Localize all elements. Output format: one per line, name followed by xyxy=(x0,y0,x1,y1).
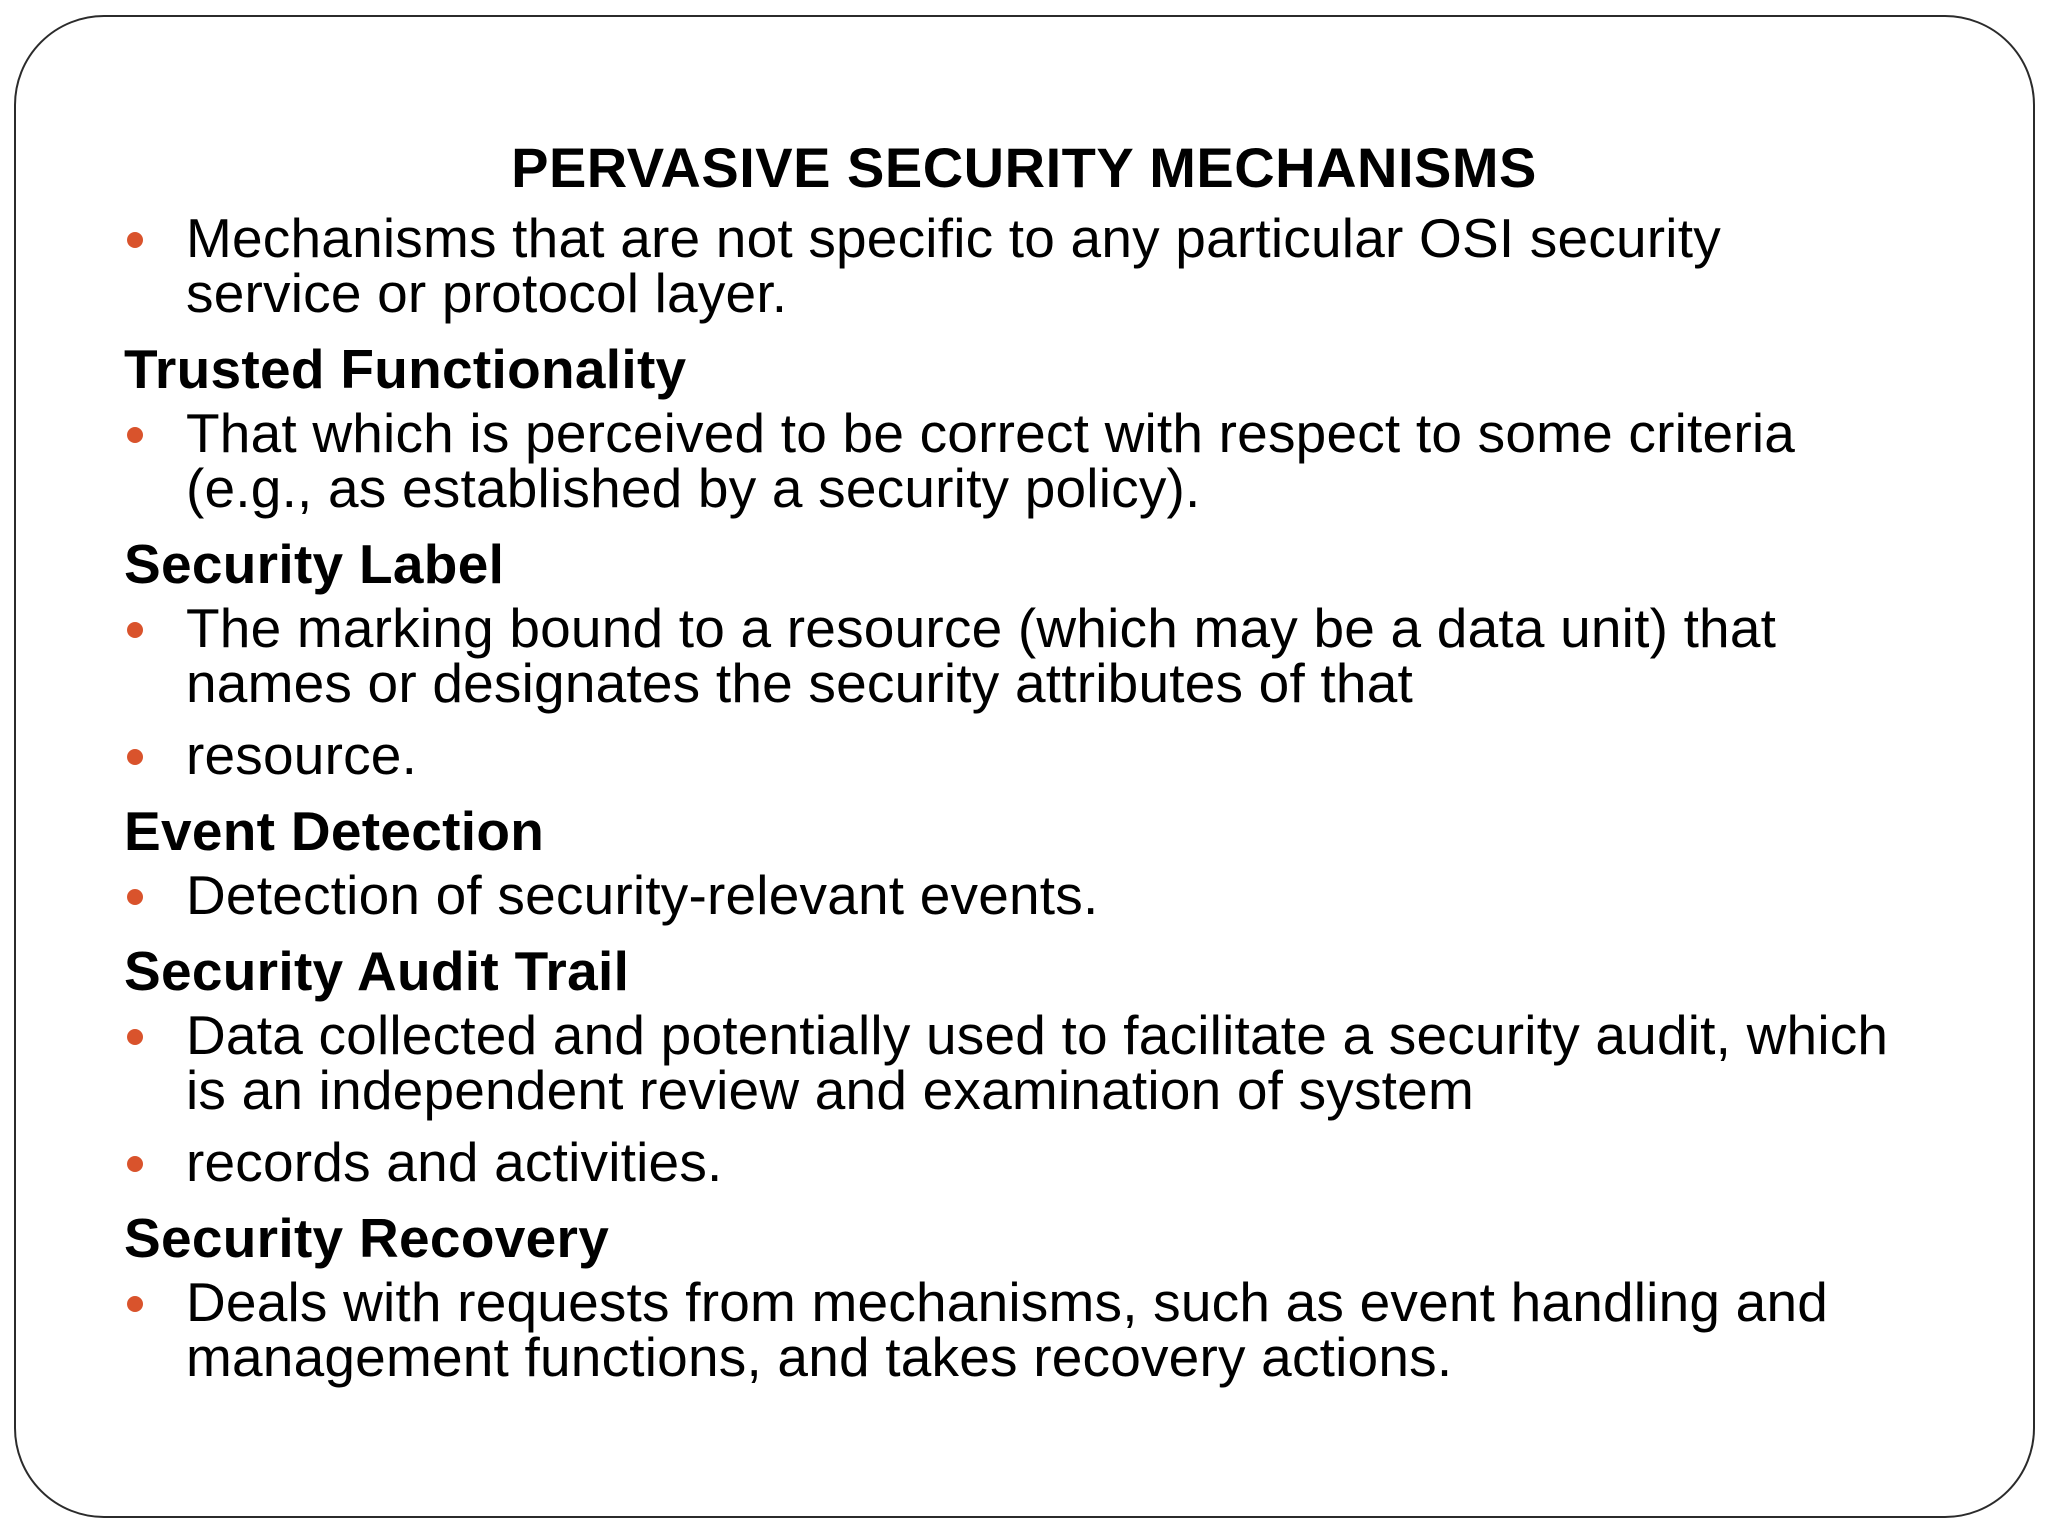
bullet-item xyxy=(124,1271,1904,1388)
bullet-dot-icon xyxy=(127,427,143,443)
bullet-item xyxy=(124,597,1904,714)
bullet-text: Mechanisms that are not specific to any particular OSI security service or protocol layer. xyxy=(186,207,1721,324)
bullet-dot-icon xyxy=(127,232,143,248)
section-heading-trusted-functionality: Trusted Functionality xyxy=(124,338,687,400)
section-heading-security-recovery: Security Recovery xyxy=(124,1207,610,1269)
bullet-dot-icon xyxy=(127,749,143,765)
slide-content xyxy=(124,207,1904,1402)
section-heading-event-detection: Event Detection xyxy=(124,800,545,862)
bullet-dot-icon xyxy=(127,622,143,638)
bullet-text: That which is perceived to be correct with respect to some criteria (e.g., as established by a security policy). xyxy=(186,402,1796,519)
bullet-dot-icon xyxy=(127,889,143,905)
slide-title: PERVASIVE SECURITY MECHANISMS xyxy=(511,136,1537,199)
bullet-dot-icon xyxy=(127,1029,143,1045)
bullet-dot-icon xyxy=(127,1156,143,1172)
bullet-item xyxy=(124,1131,1904,1193)
bullet-text: Deals with requests from mechanisms, such as event handling and management functions, and takes recovery actions. xyxy=(186,1271,1829,1388)
section-heading-security-label: Security Label xyxy=(124,533,505,595)
bullet-text: records and activities. xyxy=(186,1131,723,1193)
bullet-item xyxy=(124,724,1904,786)
bullet-text: resource. xyxy=(186,724,418,786)
bullet-item xyxy=(124,1004,1904,1121)
bullet-item xyxy=(124,864,1904,926)
bullet-dot-icon xyxy=(127,1296,143,1312)
bullet-text: Detection of security-relevant events. xyxy=(186,864,1099,926)
bullet-text: Data collected and potentially used to facilitate a security audit, which is an independent review and examination of system xyxy=(186,1004,1889,1121)
bullet-text: The marking bound to a resource (which may be a data unit) that names or designates the security attributes of that xyxy=(186,597,1777,714)
bullet-item xyxy=(124,207,1904,324)
bullet-item xyxy=(124,402,1904,519)
section-heading-security-audit-trail: Security Audit Trail xyxy=(124,940,630,1002)
